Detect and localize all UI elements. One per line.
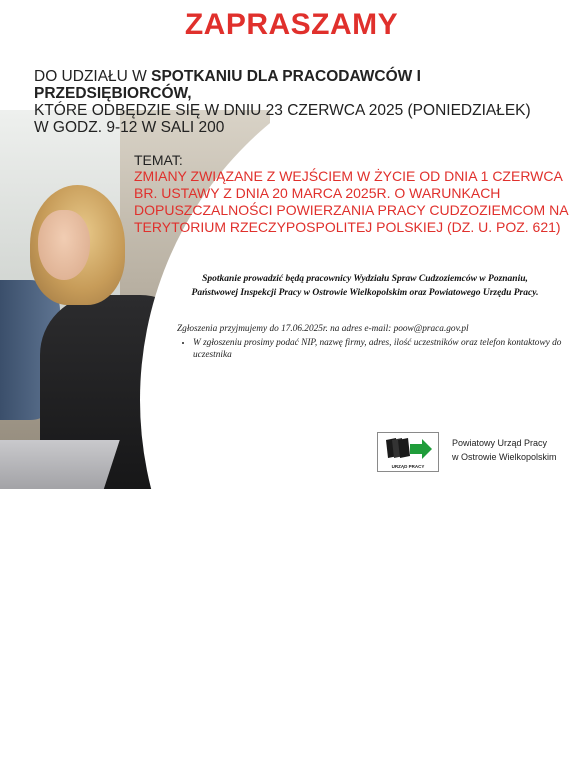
hosts-info xyxy=(150,272,580,300)
org-line-2: w Ostrowie Wielkopolskim xyxy=(452,452,557,462)
hosts-line-1: Spotkanie prowadzić będą pracownicy Wydziału Spraw Cudzoziemców w Poznaniu, xyxy=(202,274,528,284)
intro-line-3: W GODZ. 9-12 W SALI 200 xyxy=(34,119,225,136)
topic-text: ZMIANY ZWIĄZANE Z WEJŚCIEM W ŻYCIE OD DNIA 1 CZERWCA BR. USTAWY Z DNIA 20 MARCA 2025R. O WARUNKACH DOPUSZCZALNOŚCI POWIERZANIA PRACY CUDZOZIEMCOM NA TERYTORIUM RZECZYPOSPOLITEJ POLSKIEJ (DZ. U. POZ. 621) xyxy=(134,168,568,235)
registration-list xyxy=(177,337,577,361)
logo-text: URZĄD PRACY xyxy=(391,464,425,469)
organization-name xyxy=(452,436,557,464)
intro-line-2: KTÓRE ODBĘDZIE SIĘ W DNIU 23 CZERWCA 2025 (PONIEDZIAŁEK) xyxy=(34,102,531,119)
registration-line: Zgłoszenia przyjmujemy do 17.06.2025r. na adres e-mail: poow@praca.gov.pl xyxy=(177,324,469,334)
intro-text xyxy=(34,68,574,136)
topic-label: TEMAT: xyxy=(134,152,183,168)
intro-line-1 xyxy=(34,68,574,102)
logo-arrow-icon xyxy=(382,436,434,462)
hosts-line-2: Państwowej Inspekcji Pracy w Ostrowie Wielkopolskim oraz Powiatowego Urzędu Pracy. xyxy=(191,288,539,298)
intro-line-1-bold: SPOTKANIU DLA PRACODAWCÓW I PRZEDSIĘBIORCÓW, xyxy=(34,68,421,102)
registration-info xyxy=(177,323,577,361)
urzad-pracy-logo xyxy=(377,432,439,472)
org-line-1: Powiatowy Urząd Pracy xyxy=(452,438,548,448)
intro-line-1-prefix: DO UDZIAŁU W xyxy=(34,68,152,85)
registration-bullet: • W zgłoszeniu prosimy podać NIP, nazwę firmy, adres, ilość uczestników oraz telefon kontaktowy do uczestnika xyxy=(193,337,577,361)
page-title: ZAPRASZAMY xyxy=(184,8,399,41)
